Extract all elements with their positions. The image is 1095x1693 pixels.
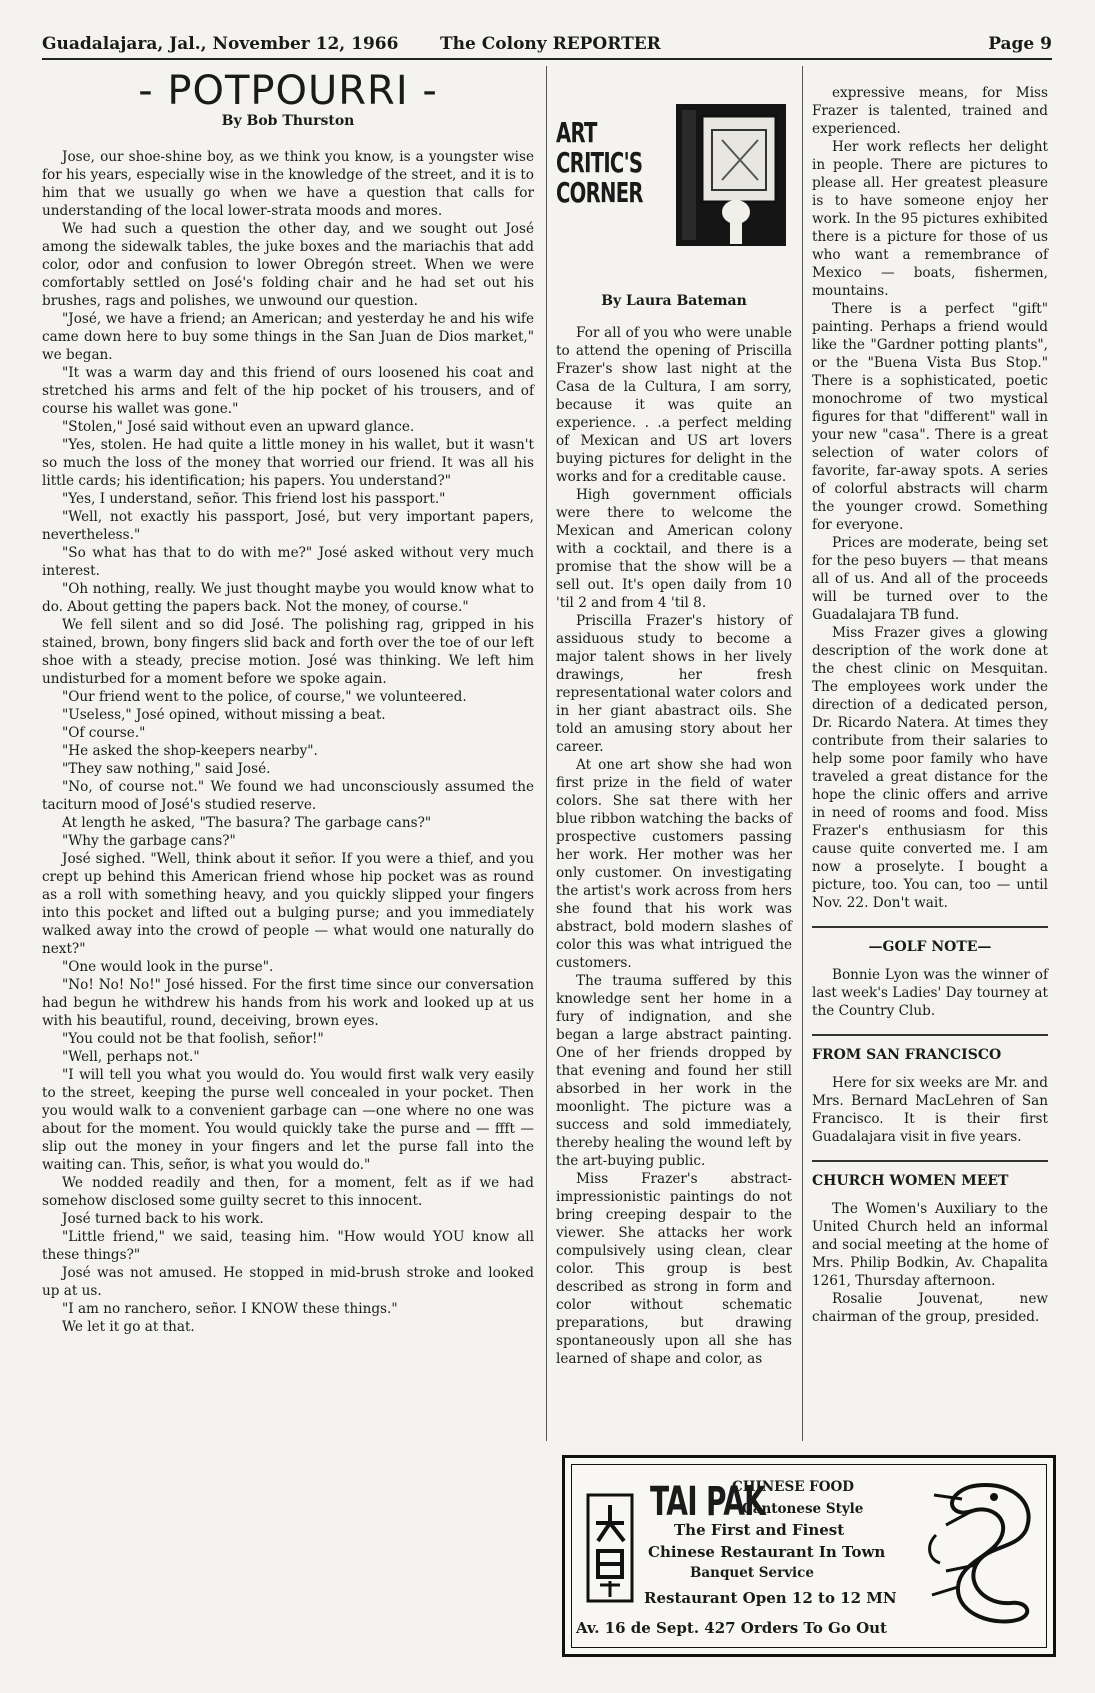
column-divider: [546, 66, 547, 1441]
ad-line-hours: Restaurant Open 12 to 12 MN: [644, 1589, 897, 1607]
paragraph: "Why the garbage cans?": [62, 833, 236, 849]
paragraph: "They saw nothing," said José.: [62, 761, 271, 777]
paragraph: "Yes, stolen. He had quite a little money in his wallet, but it wasn't so much the loss of the money that worried our friend. It was all his little cards; his identification; his papers. You understand?": [42, 437, 534, 489]
paragraph: We nodded readily and then, for a moment, felt as if we had somehow disclosed some guilty secret to this innocent.: [42, 1175, 534, 1209]
paragraph: "One would look in the purse".: [62, 959, 274, 975]
art-critic-title-line: CRITIC'S: [556, 146, 643, 179]
potpourri-body: [42, 148, 534, 1336]
header-paper-name: The Colony REPORTER: [440, 34, 661, 54]
potpourri-title: - POTPOURRI -: [138, 68, 438, 114]
paragraph: "No! No! No!" José hissed. For the first time since our conversation had begun he withdrew his hands from his work and looked up at us with his beautiful, round, deceiving, brown eyes.: [42, 977, 534, 1029]
paragraph: Miss Frazer gives a glowing description of the work done at the chest clinic on Mesquitan. The employees work under the direction of a dedicated person, Dr. Ricardo Natera. At times they contribute from their salaries to help some poor family who have traveled a great distance for the hope the clinic offers and arrive in need of rooms and food. Miss Frazer's enthusiasm for this cause quite converted me. I am now a proselyte. I bought a picture, too. You can, too — until Nov. 22. Don't wait.: [812, 625, 1048, 911]
art-critic-banner: [556, 90, 792, 280]
paragraph: Rosalie Jouvenat, new chairman of the group, presided.: [812, 1291, 1048, 1325]
from-sf-text: Here for six weeks are Mr. and Mrs. Bernard MacLehren of San Francisco. It is their first Guadalajara visit in five years.: [812, 1075, 1048, 1145]
paragraph: "Useless," José opined, without missing a beat.: [62, 707, 386, 723]
column-divider: [802, 66, 803, 1441]
art-critic-title-line: CORNER: [556, 176, 643, 209]
paragraph: There is a perfect "gift" painting. Perhaps a friend would like the "Gardner potting plants", or the "Buena Vista Bus Stop." There is a sophisticated, poetic monochrome of two mystical figures for that "different" wall in your new "casa". There is a great selection of water colors of favorite, far-away spots. A series of colorful abstracts will charm the younger crowd. Something for everyone.: [812, 301, 1048, 533]
paragraph: Priscilla Frazer's history of assiduous study to become a major talent shows in her lively drawings, her fresh representational water colors and in her giant abastract oils. She told an amusing story about her career.: [556, 613, 792, 755]
ad-restaurant-name: TAI PAK: [650, 1479, 766, 1525]
easel-illustration: [672, 100, 790, 250]
paragraph: We let it go at that.: [62, 1319, 195, 1335]
tai-pak-advertisement: [562, 1455, 1056, 1657]
paragraph: "So what has that to do with me?" José asked without very much interest.: [42, 545, 534, 579]
paragraph: "I will tell you what you would do. You would first walk very easily to the street, keeping the purse well concealed in your pocket. Then you would walk to a convenient garbage can —one where no one was about for the moment. You would quickly take the purse and — ffft — slip out the money in your fingers and let the purse fall into the waiting can. This, señor, is what you would do.": [42, 1067, 534, 1173]
paragraph: José sighed. "Well, think about it señor. If you were a thief, and you crept up behind this American friend whose hip pocket was as round as a roll with something heavy, and you quickly slipped your fingers into this pocket and lifted out a bulging purse; and you immediately walked away into the crowd of people — what would one naturally do next?": [42, 851, 534, 957]
paragraph: High government officials were there to welcome the Mexican and American colony with a cocktail, and there is a promise that the show will be a sell out. It's open daily from 10 'til 2 and from 4 'til 8.: [556, 487, 792, 611]
paragraph: "It was a warm day and this friend of ours loosened his coat and stretched his arms and felt of the hip pocket of his trousers, and of course his wallet was gone.": [42, 365, 534, 417]
paragraph: "You could not be that foolish, señor!": [62, 1031, 324, 1047]
page-header: [42, 34, 1052, 60]
paragraph: "Our friend went to the police, of course," we volunteered.: [62, 689, 467, 705]
paragraph: "Stolen," José said without even an upward glance.: [62, 419, 415, 435]
art-critic-continued: [812, 84, 1048, 912]
header-page-label: Page 9: [988, 34, 1052, 54]
art-critic-column: [556, 90, 792, 1368]
paragraph: "Yes, I understand, señor. This friend lost his passport.": [62, 491, 446, 507]
paragraph: "Well, perhaps not.": [62, 1049, 200, 1065]
paragraph: "No, of course not." We found we had unconsciously assumed the taciturn mood of José's studied reserve.: [42, 779, 534, 813]
paragraph: Prices are moderate, being set for the peso buyers — that means all of us. And all of the proceeds will be turned over to the Guadalajara TB fund.: [812, 535, 1048, 623]
section-rule: [812, 1160, 1048, 1162]
paragraph: expressive means, for Miss Frazer is talented, trained and experienced.: [812, 85, 1048, 137]
paragraph: "He asked the shop-keepers nearby".: [62, 743, 318, 759]
paragraph: We had such a question the other day, and we sought out José among the sidewalk tables, the juke boxes and the mariachis that add color, odor and confusion to lower Obregón street. When we were comfortably settled on José's folding chair and he had set out his brushes, rags and polishes, we unwound our question.: [42, 221, 534, 309]
golf-note-text: Bonnie Lyon was the winner of last week's Ladies' Day tourney at the Country Club.: [812, 967, 1048, 1019]
paragraph: For all of you who were unable to attend the opening of Priscilla Frazer's show last night at the Casa de la Cultura, I am sorry, because it was quite an experience. . .a perfect melding of Mexican and US art lovers buying pictures for delight in the works and for a creditable cause.: [556, 325, 792, 485]
church-heading: CHURCH WOMEN MEET: [812, 1173, 1009, 1189]
paragraph: José was not amused. He stopped in mid-brush stroke and looked up at us.: [42, 1265, 534, 1299]
paragraph: The Women's Auxiliary to the United Church held an informal and social meeting at the home of Mrs. Philip Bodkin, Av. Chapalita 1261, Thursday afternoon.: [812, 1201, 1048, 1289]
ad-line-chinese-food: CHINESE FOOD: [732, 1479, 854, 1495]
art-critic-title-line: ART: [556, 116, 597, 149]
art-critic-title: [556, 118, 643, 208]
dragon-illustration: [916, 1475, 1044, 1625]
paragraph: The trauma suffered by this knowledge sent her home in a fury of indignation, and she began a large abstract painting. One of her friends dropped by that evening and found her still absorbed in her work in the moonlight. The picture was a success and sold immediately, thereby healing the wound left by the art-buying public.: [556, 973, 792, 1169]
church-body: [812, 1200, 1048, 1326]
paragraph: "Oh nothing, really. We just thought maybe you would know what to do. About getting the papers back. Not the money, of course.": [42, 581, 534, 615]
ad-line-cantonese: Cantonese Style: [742, 1501, 864, 1517]
paragraph: "Of course.": [62, 725, 146, 741]
paragraph: At one art show she had won first prize in the field of water colors. She sat there with her blue ribbon watching the backs of prospective customers passing her work. Her mother was her only customer. On investigating the artist's work across from hers she found that his work was abstract, bold modern slashes of color this was what intrigued the customers.: [556, 757, 792, 971]
paragraph: Miss Frazer's abstract-impressionistic paintings do not bring creeping despair to the viewer. She attacks her work compulsively using clean, clear color. This group is best described as strong in form and color without schematic preparations, but drawing spontaneously upon all she has learned of shape and color, as: [556, 1171, 792, 1367]
ad-line-chinese-restaurant: Chinese Restaurant In Town: [648, 1543, 886, 1561]
paragraph: Jose, our shoe-shine boy, as we think you know, is a youngster wise for his years, especially wise in the knowledge of the street, and it is to him that we usually go when we have a question that calls for understanding of the local lower-strata moods and mores.: [42, 149, 534, 219]
paragraph: "Well, not exactly his passport, José, but very important papers, nevertheless.": [42, 509, 534, 543]
art-critic-byline: By Laura Bateman: [601, 293, 747, 309]
paragraph: "José, we have a friend; an American; and yesterday he and his wife came down here to buy some things in the San Juan de Dios market," we began.: [42, 311, 534, 363]
section-rule: [812, 1034, 1048, 1036]
section-rule: [812, 926, 1048, 928]
header-location-date: Guadalajara, Jal., November 12, 1966: [42, 34, 399, 54]
potpourri-byline: By Bob Thurston: [221, 113, 355, 129]
paragraph: "I am no ranchero, señor. I KNOW these things.": [62, 1301, 398, 1317]
paragraph: At length he asked, "The basura? The garbage cans?": [62, 815, 432, 831]
paragraph: We fell silent and so did José. The polishing rag, gripped in his stained, brown, bony fingers slid back and forth over the toe of our left shoe with a steady, precise motion. José was thinking. We left him undisturbed for a moment before we spoke again.: [42, 617, 534, 687]
chinese-characters-stamp-icon: [586, 1493, 634, 1603]
art-critic-body: [556, 324, 792, 1368]
ad-inner-frame: [571, 1464, 1047, 1648]
ad-line-first-finest: The First and Finest: [674, 1521, 845, 1539]
paragraph: José turned back to his work.: [62, 1211, 264, 1227]
paragraph: "Little friend," we said, teasing him. "How would YOU know all these things?": [42, 1229, 534, 1263]
ad-footer-address: Av. 16 de Sept. 427 Orders To Go Out: [576, 1619, 887, 1637]
golf-note-heading: —GOLF NOTE—: [868, 939, 992, 955]
paragraph: Her work reflects her delight in people. There are pictures to please all. Her greatest pleasure is to have someone enjoy her work. In the 95 pictures exhibited there is a picture for those of us who want a remembrance of Mexico — boats, fishermen, mountains.: [812, 139, 1048, 299]
right-column: [812, 84, 1048, 1326]
potpourri-column: [42, 68, 534, 1336]
from-sf-heading: FROM SAN FRANCISCO: [812, 1047, 1002, 1063]
ad-line-banquet: Banquet Service: [690, 1565, 814, 1581]
